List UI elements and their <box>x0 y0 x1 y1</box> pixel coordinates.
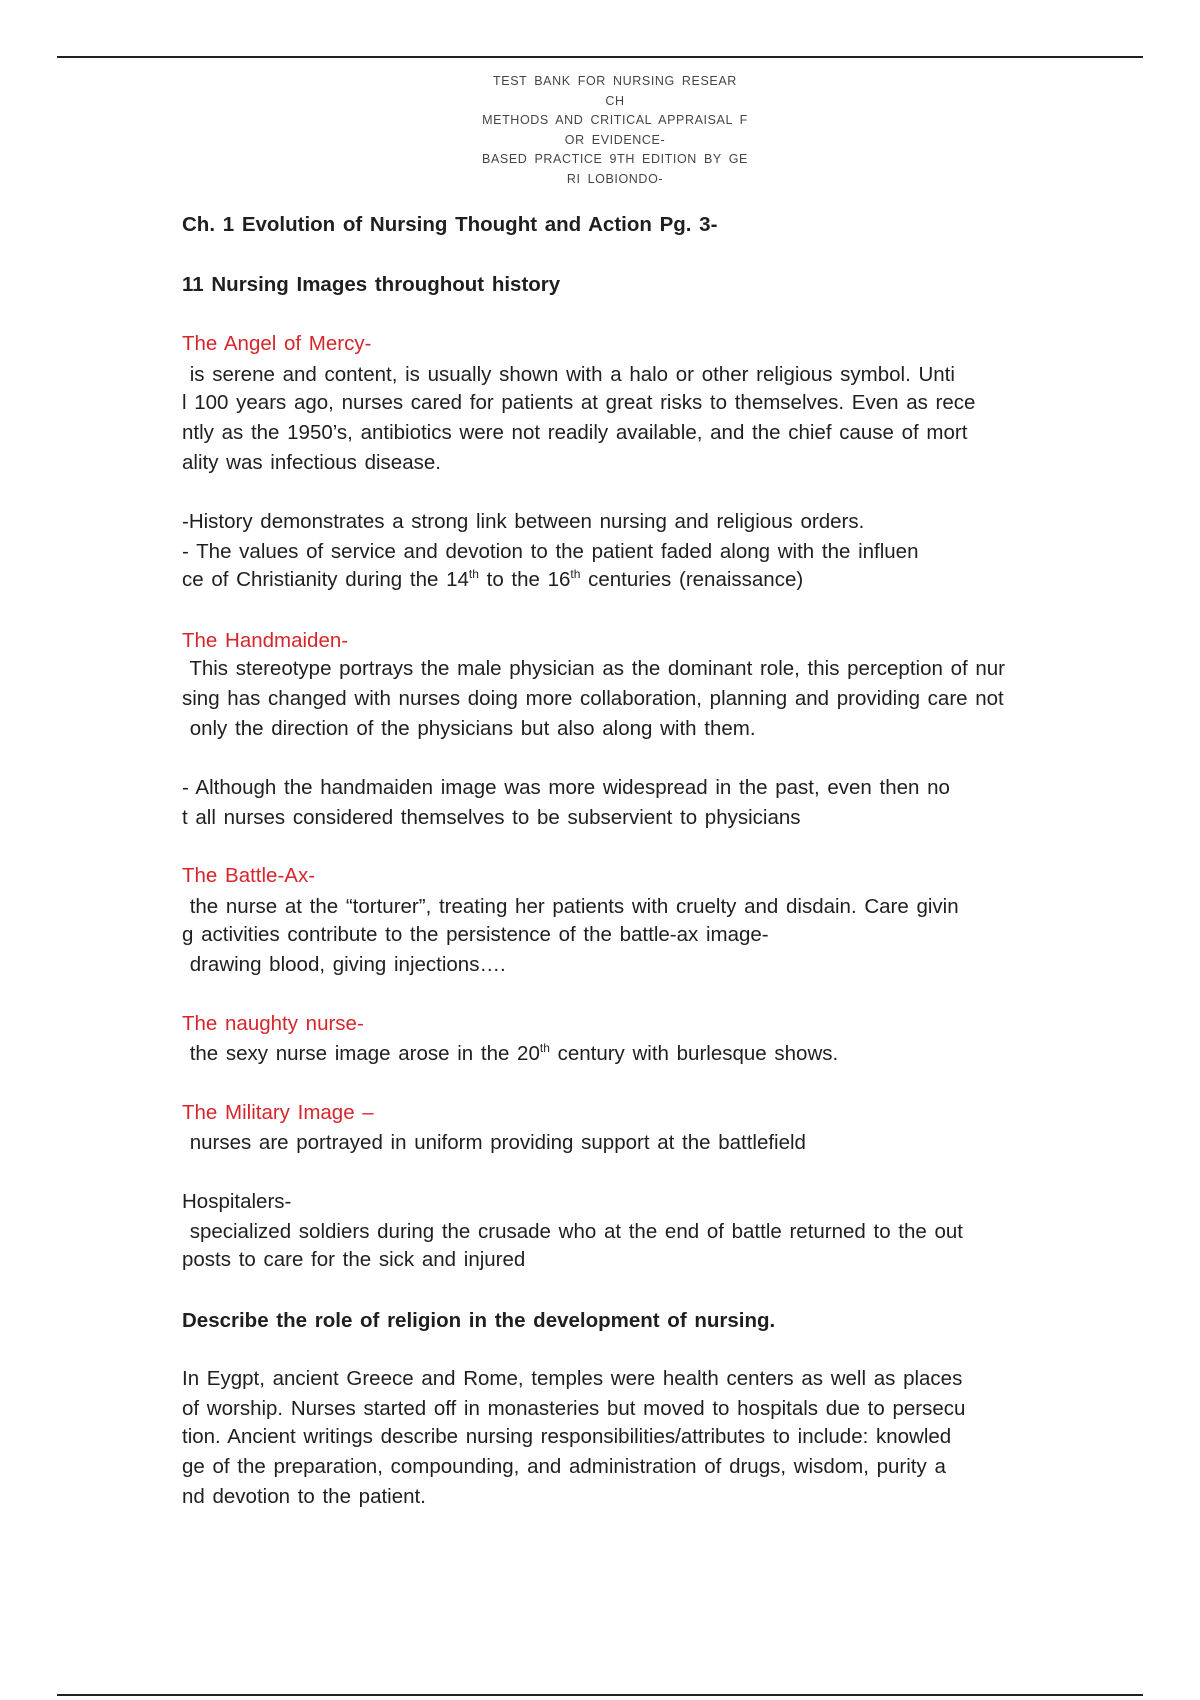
paragraph-line: nd devotion to the patient. <box>182 1485 426 1508</box>
paragraph-line: drawing blood, giving injections…. <box>182 953 506 976</box>
header-line: METHODS AND CRITICAL APPRAISAL F <box>482 113 748 127</box>
section-title: 11 Nursing Images throughout history <box>182 273 561 296</box>
paragraph-line: ntly as the 1950’s, antibiotics were not readily available, and the chief cause of mort <box>182 421 968 444</box>
paragraph-line: In Eygpt, ancient Greece and Rome, temples were health centers as well as places <box>182 1367 963 1390</box>
battleax-heading: The Battle-Ax- <box>182 864 316 887</box>
paragraph-line: specialized soldiers during the crusade who at the end of battle returned to the out <box>182 1220 964 1243</box>
paragraph-line: - Although the handmaiden image was more widespread in the past, even then no <box>182 776 950 799</box>
angel-heading: The Angel of Mercy- <box>182 332 372 355</box>
paragraph-line: ge of the preparation, compounding, and administration of drugs, wisdom, purity a <box>182 1455 946 1478</box>
paragraph-line: g activities contribute to the persistence of the battle-ax image- <box>182 923 769 946</box>
religion-question: Describe the role of religion in the development of nursing. <box>182 1309 776 1332</box>
paragraph-line: This stereotype portrays the male physician as the dominant role, this perception of nur <box>182 657 1005 680</box>
paragraph-line: is serene and content, is usually shown with a halo or other religious symbol. Unti <box>182 363 955 386</box>
paragraph-line: the nurse at the “torturer”, treating her patients with cruelty and disdain. Care givin <box>182 895 959 918</box>
military-heading: The Military Image – <box>182 1101 374 1124</box>
bottom-rule <box>57 1694 1143 1696</box>
handmaiden-heading: The Handmaiden- <box>182 629 349 652</box>
paragraph-line: l 100 years ago, nurses cared for patients at great risks to themselves. Even as rece <box>182 391 976 414</box>
naughty-heading: The naughty nurse- <box>182 1012 364 1035</box>
header-line: OR EVIDENCE- <box>564 132 666 147</box>
header-line: RI LOBIONDO- <box>566 171 664 186</box>
paragraph-line: -History demonstrates a strong link between nursing and religious orders. <box>182 510 865 533</box>
paragraph-line: - The values of service and devotion to the patient faded along with the influen <box>182 540 919 563</box>
header-line: TEST BANK FOR NURSING RESEAR <box>493 74 737 88</box>
header-line: CH <box>605 93 625 108</box>
document-header <box>470 72 760 189</box>
paragraph-line: sing has changed with nurses doing more collaboration, planning and providing care not <box>182 687 1004 710</box>
top-rule <box>57 56 1143 58</box>
header-line: BASED PRACTICE 9TH EDITION BY GE <box>482 152 748 166</box>
paragraph-line: ality was infectious disease. <box>182 451 441 474</box>
hospitalers-heading: Hospitalers- <box>182 1190 292 1213</box>
paragraph-line: posts to care for the sick and injured <box>182 1248 526 1271</box>
paragraph-line: tion. Ancient writings describe nursing responsibilities/attributes to include: knowled <box>182 1425 952 1448</box>
chapter-title: Ch. 1 Evolution of Nursing Thought and Action Pg. 3- <box>182 213 718 236</box>
paragraph-line: nurses are portrayed in uniform providing support at the battlefield <box>182 1131 806 1154</box>
paragraph-line: ce of Christianity during the 14th to the 16th centuries (renaissance) <box>182 567 804 591</box>
paragraph-line: the sexy nurse image arose in the 20th century with burlesque shows. <box>182 1041 839 1065</box>
paragraph-line: of worship. Nurses started off in monasteries but moved to hospitals due to persecu <box>182 1397 966 1420</box>
paragraph-line: only the direction of the physicians but also along with them. <box>182 717 756 740</box>
paragraph-line: t all nurses considered themselves to be subservient to physicians <box>182 806 801 829</box>
